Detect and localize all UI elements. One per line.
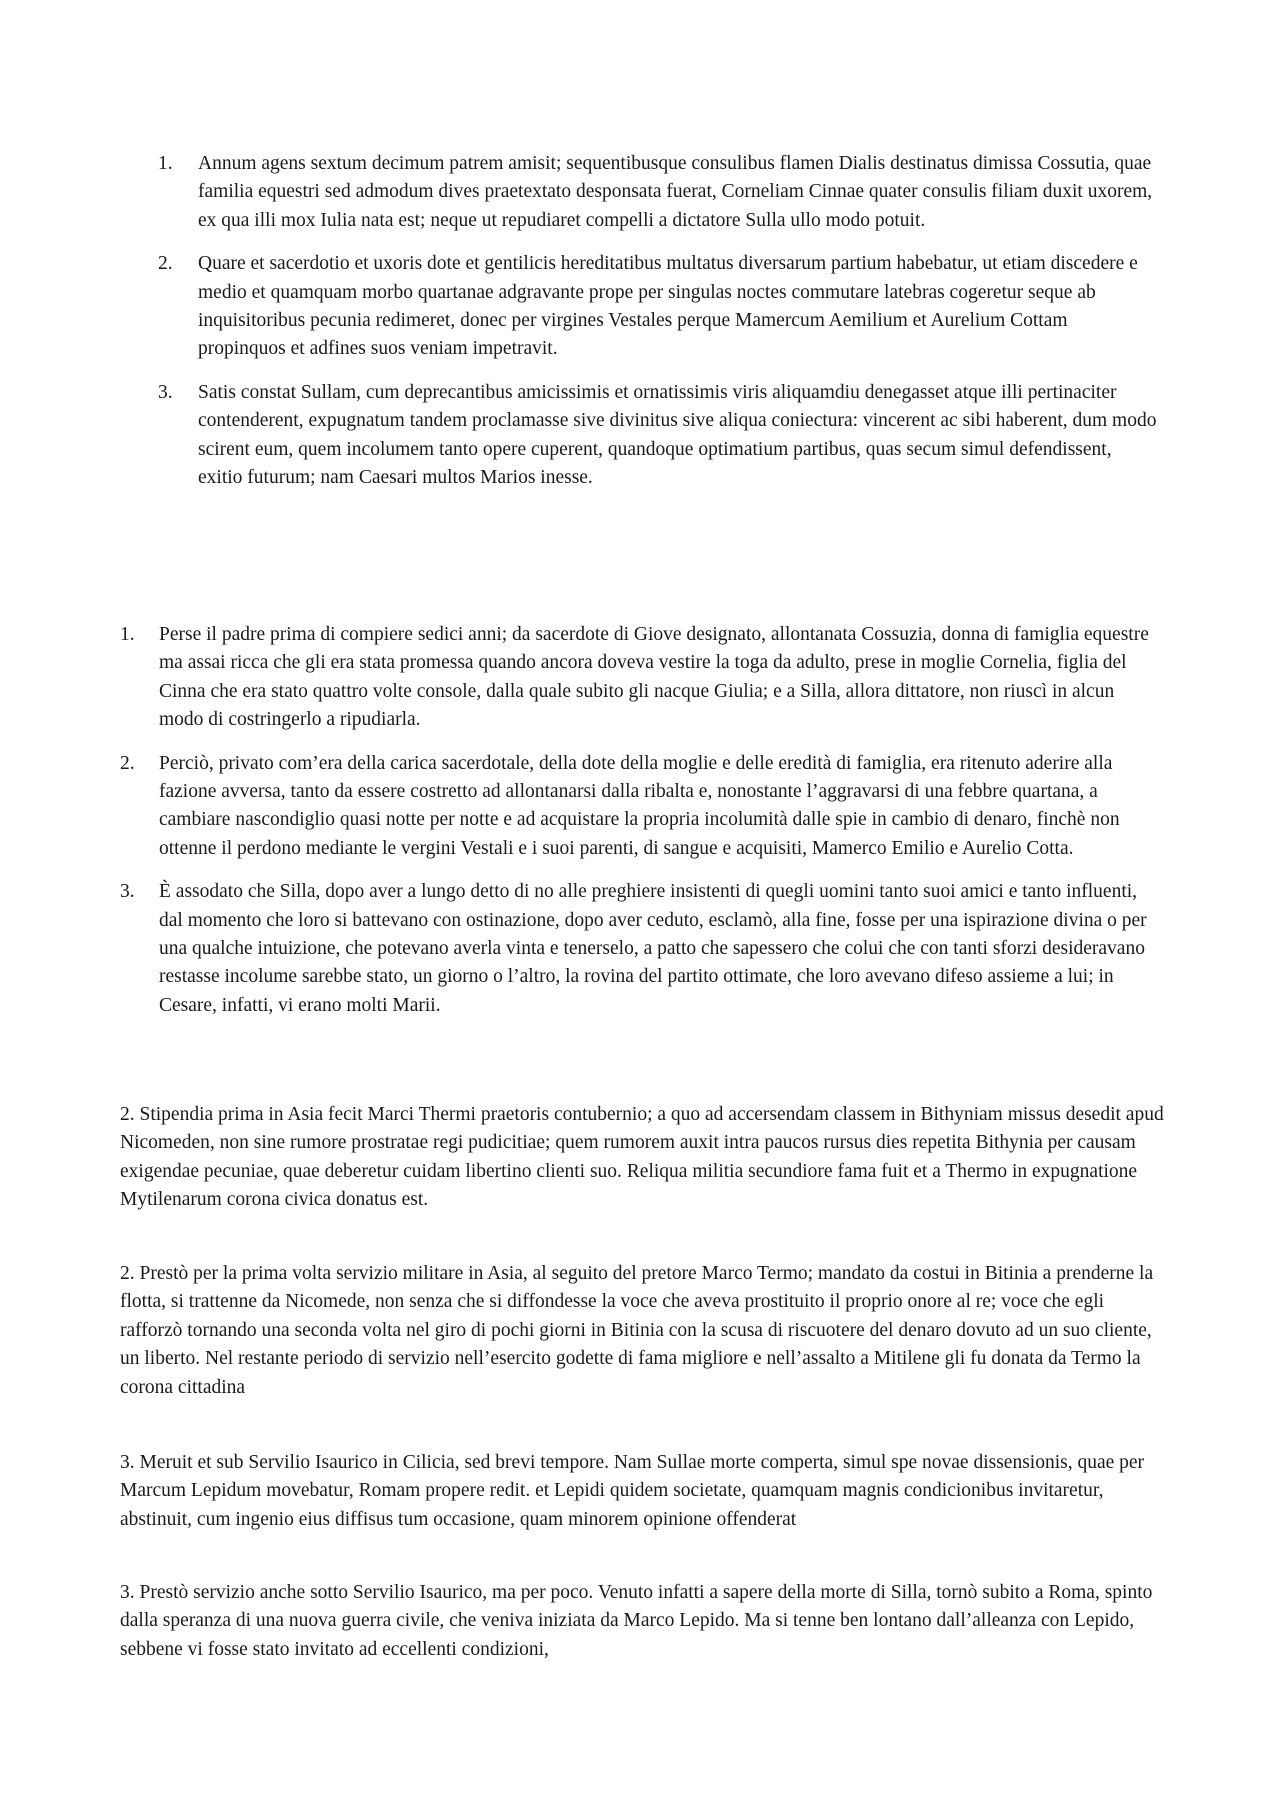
italian-paragraph-2: 2. Prestò per la prima volta servizio militare in Asia, al seguito del pretore Marco Termo; mandato da costui in Bitinia a prenderne la flotta, si trattenne da Nicomede, non senza che si diffondesse la voce che aveva prostituito il proprio onore al re; voce che egli rafforzò tornando una seconda volta nel giro di pochi giorni in Bitinia con la scusa di riscuotere del denaro dovuto ad un suo cliente, un liberto. Nel restante periodo di servizio nell’esercito godette di fama migliore e nell’assalto a Mitilene gli fu donata da Termo la corona cittadina	[120, 1263, 1154, 1398]
list-item	[158, 379, 1158, 493]
list-item-text: È assodato che Silla, dopo aver a lungo detto di no alle preghiere insistenti di quegli uomini tanto suoi amici e tanto influenti, dal momento che loro si battevano con ostinazione, dopo aver ceduto, esclamò, alla fine, fosse per una ispirazione divina o per una qualche intuizione, che potevano averla vinta e tenerselo, a patto che sapessero che colui che con tanti sforzi desideravano restasse incolume sarebbe stato, un giorno o l’altro, la rovina del partito ottimate, che loro avevano difeso assieme a lui; in Cesare, infatti, vi erano molti Marii.	[159, 881, 1147, 1016]
list-item-number: 3.	[158, 381, 173, 403]
list-item-number: 1.	[120, 624, 135, 645]
list-item	[158, 250, 1158, 364]
italian-paragraph-3: 3. Prestò servizio anche sotto Servilio Isaurico, ma per poco. Venuto infatti a sapere della morte di Silla, tornò subito a Roma, spinto dalla speranza di una nuova guerra civile, che veniva iniziata da Marco Lepido. Ma si tenne ben lontano dall’alleanza con Lepido, sebbene vi fosse stato invitato ad eccellenti condizioni,	[120, 1582, 1153, 1660]
list-item-text: Annum agens sextum decimum patrem amisit; sequentibusque consulibus flamen Dialis destinatus dimissa Cossutia, quae familia equestri sed admodum dives praetextato desponsata fuerat, Corneliam Cinnae quater consulis filiam duxit uxorem, ex qua illi mox Iulia nata est; neque ut repudiaret compelli a dictatore Sulla ullo modo potuit.	[198, 153, 1153, 231]
latin-paragraph-3: 3. Meruit et sub Servilio Isaurico in Cilicia, sed brevi tempore. Nam Sullae morte comperta, simul spe novae dissensionis, quae per Marcum Lepidum movebatur, Romam propere redit. et Lepidi quidem societate, quamquam magnis condicionibus invitaretur, abstinuit, cum ingenio eius diffisus tum occasione, quam minorem opinione offenderat	[120, 1452, 1145, 1530]
list-item-number: 2.	[158, 253, 173, 275]
list-item-number: 2.	[120, 752, 135, 774]
list-item	[120, 750, 1160, 864]
list-item	[158, 150, 1158, 235]
list-item-text: Perse il padre prima di compiere sedici anni; da sacerdote di Giove designato, allontanata Cossuzia, donna di famiglia equestre ma assai ricca che gli era stata promessa quando ancora doveva vestire la toga da adulto, prese in moglie Cornelia, figlia del Cinna che era stato quattro volte console, dalla quale subito gli nacque Giulia; e a Silla, allora dittatore, non riuscì in alcun modo di costringerlo a ripudiarla.	[159, 624, 1149, 731]
list-item-text: Quare et sacerdotio et uxoris dote et gentilicis hereditatibus multatus diversarum partium habebatur, ut etiam discedere e medio et quamquam morbo quartanae adgravante prope per singulas noctes commutare latebras cogeretur seque ab inquisitoribus pecunia redimeret, donec per virgines Vestales perque Mamercum Aemilium et Aurelium Cottam propinquos et adfines suos veniam impetravit.	[198, 253, 1138, 360]
latin-paragraph-2: 2. Stipendia prima in Asia fecit Marci Thermi praetoris contubernio; a quo ad accersendam classem in Bithyniam missus desedit apud Nicomeden, non sine rumore prostratae regi pudicitiae; quem rumorem auxit intra paucos rursus dies repetita Bithynia per causam exigendae pecuniae, quae deberetur cuidam libertino clienti suo. Reliqua militia secundiore fama fuit et a Thermo in expugnatione Mytilenarum corona civica donatus est.	[120, 1104, 1164, 1211]
list-item-text: Satis constat Sullam, cum deprecantibus amicissimis et ornatissimis viris aliquamdiu denegasset atque illi pertinaciter contenderent, expugnatum tandem proclamasse sive divinitus sive aliqua coniectura: vincerent ac sibi haberent, dum modo scirent eum, quem incolumem tanto opere cuperent, quandoque optimatium partibus, quas secum simul defendissent, exitio futurum; nam Caesari multos Marios inesse.	[198, 381, 1157, 489]
list-item	[120, 878, 1160, 1020]
italian-numbered-list	[120, 621, 1160, 1035]
list-item-number: 3.	[120, 881, 135, 903]
latin-numbered-list	[158, 150, 1158, 507]
list-item	[120, 621, 1160, 735]
list-item-number: 1.	[158, 153, 173, 174]
list-item-text: Perciò, privato com’era della carica sacerdotale, della dote della moglie e delle eredità di famiglia, era ritenuto aderire alla fazione avversa, tanto da essere costretto ad allontanarsi dalla ribalta e, nonostante l’aggravarsi di una febbre quartana, a cambiare nascondiglio quasi notte per notte e ad acquistare la propria incolumità dalle spie in cambio di denaro, finchè non ottenne il perdono mediante le vergini Vestali e i suoi parenti, di sangue e acquisiti, Mamerco Emilio e Aurelio Cotta.	[159, 752, 1120, 859]
